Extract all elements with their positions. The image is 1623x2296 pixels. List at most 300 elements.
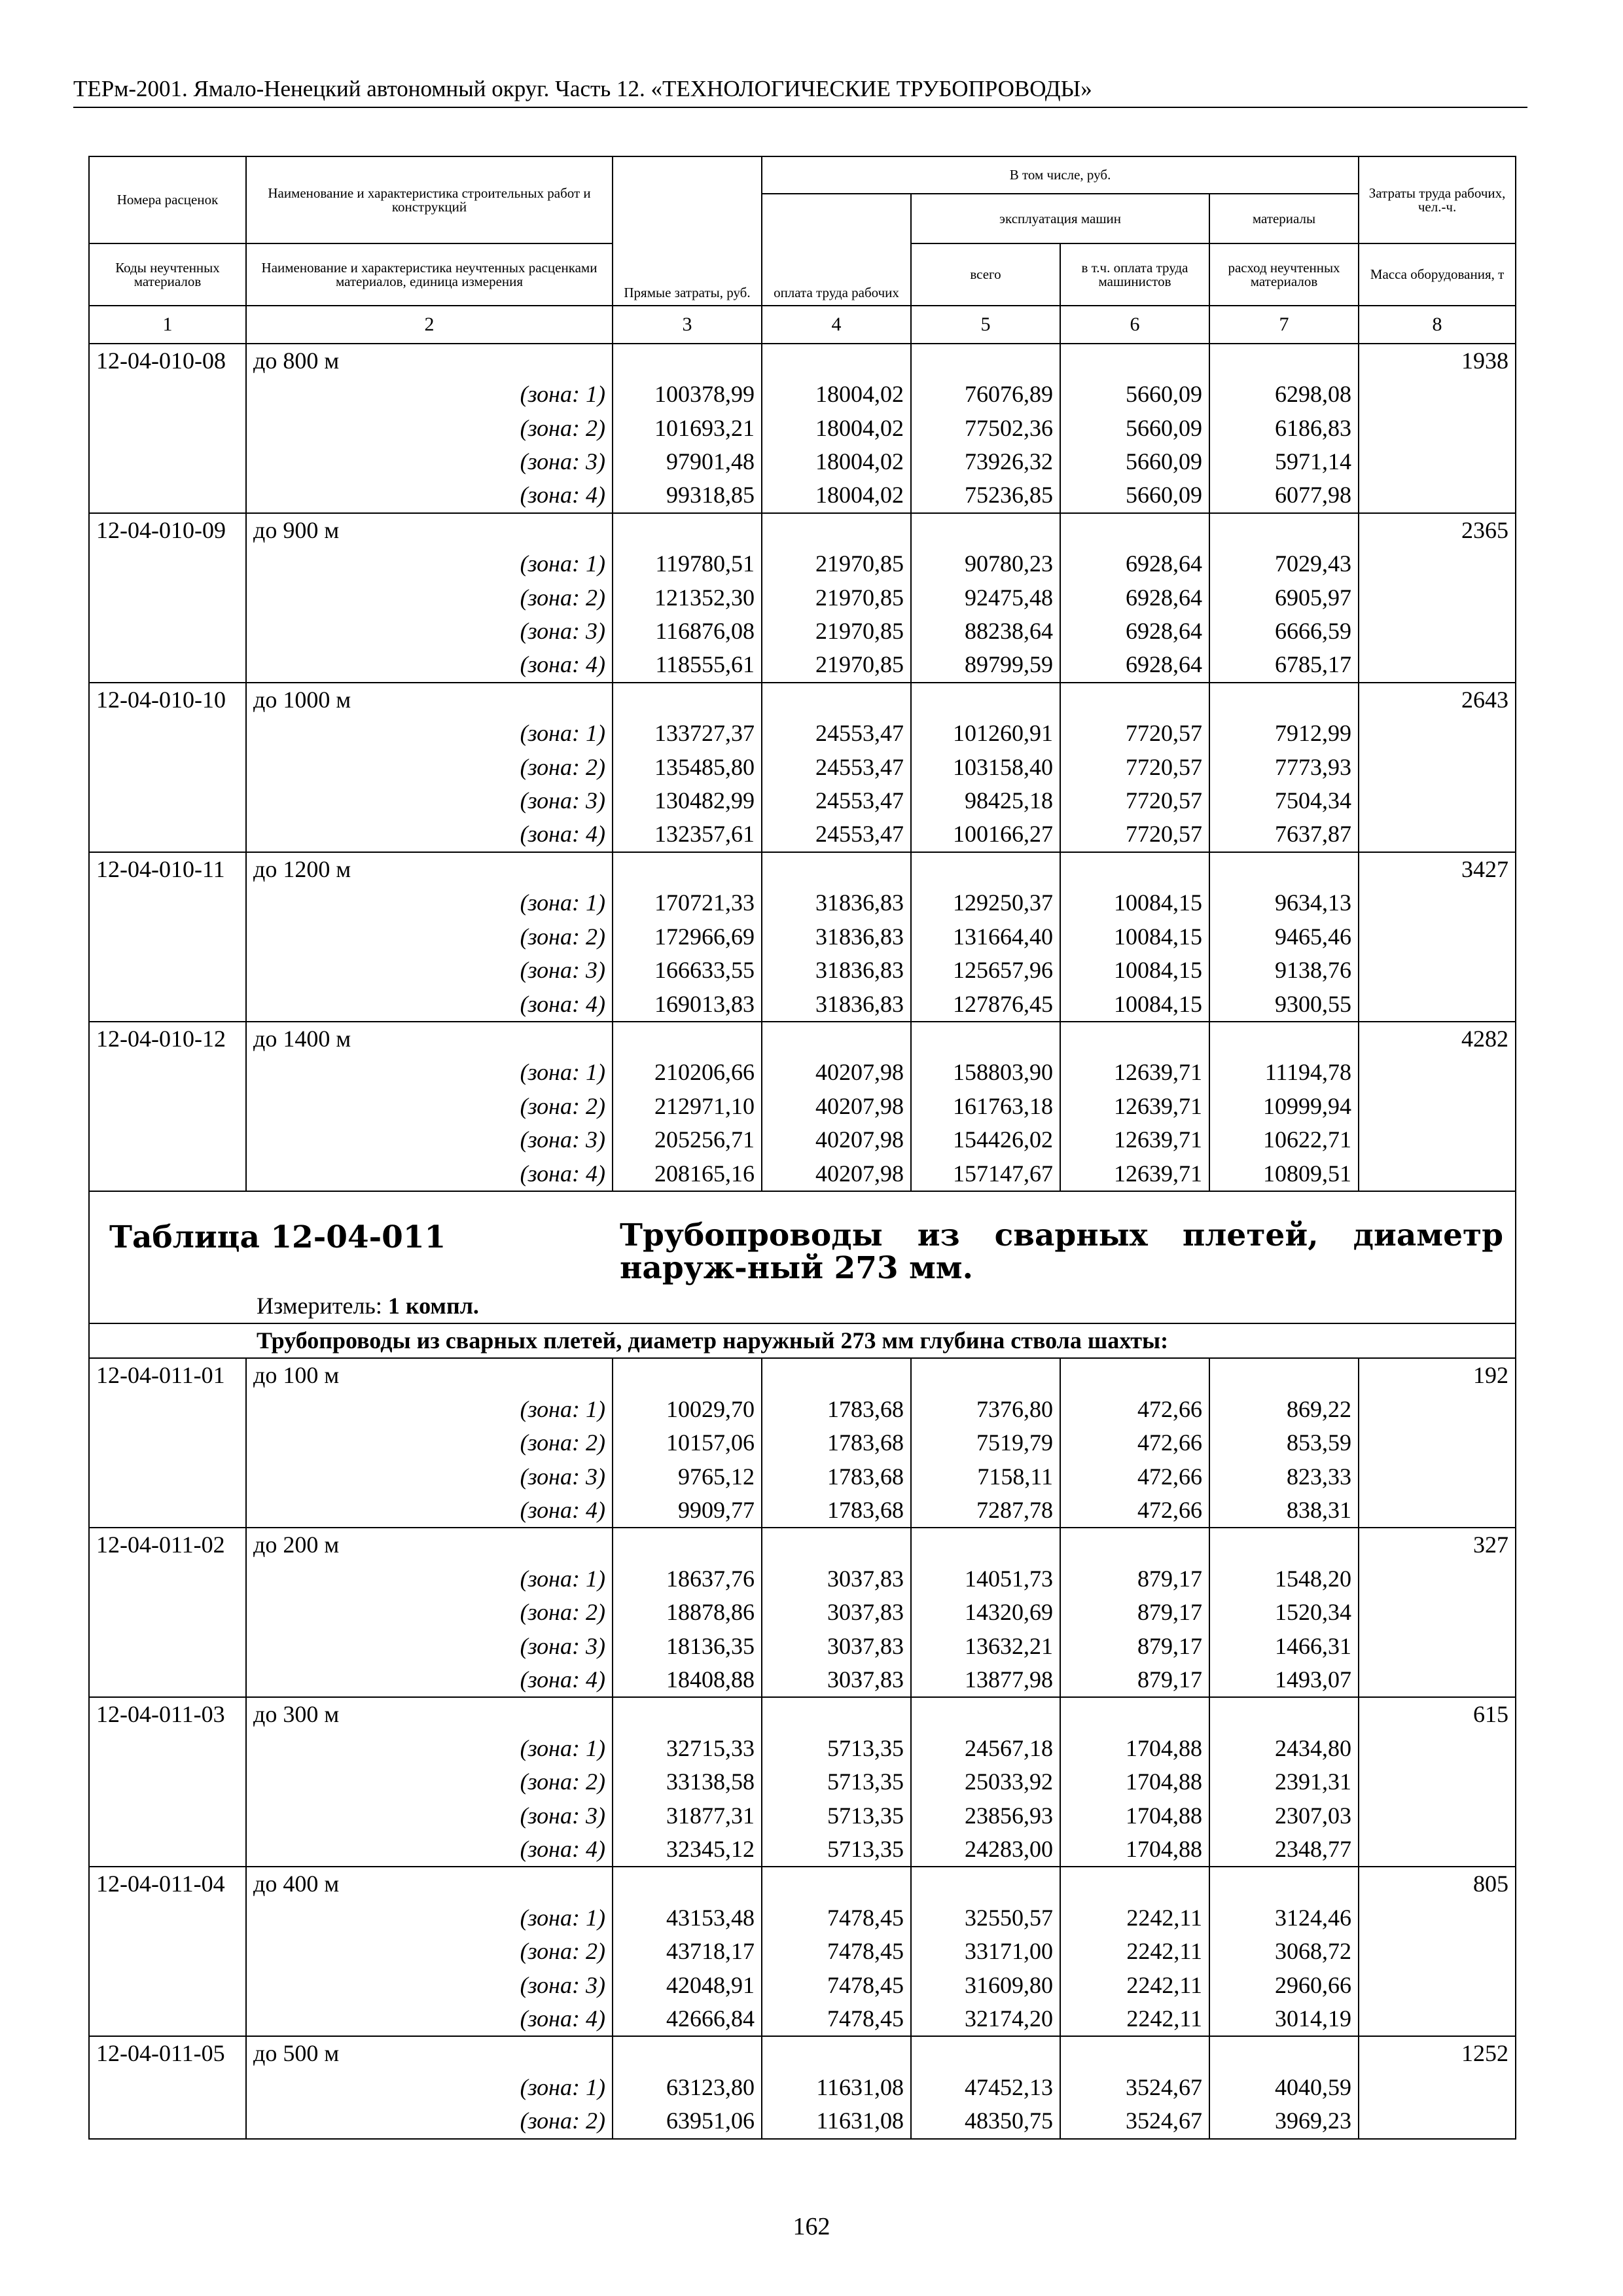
machines-total: 47452,13 [911, 2071, 1060, 2104]
rate-row [89, 1022, 1516, 1056]
col-number: 1 [89, 306, 246, 343]
empty-cell [1209, 2036, 1359, 2070]
zone-row [89, 1765, 1516, 1799]
rate-code: 12-04-010-09 [89, 513, 246, 547]
empty-cell [1359, 1935, 1516, 1968]
empty-cell [89, 1426, 246, 1460]
machines-total: 7519,79 [911, 1426, 1060, 1460]
empty-cell [1359, 615, 1516, 648]
zone-label: (зона: 1) [246, 547, 613, 581]
rate-name: до 900 м [246, 513, 613, 547]
machinist-pay: 6928,64 [1060, 615, 1209, 648]
empty-cell [1060, 1867, 1209, 1901]
direct-cost: 208165,16 [613, 1157, 762, 1191]
materials-cost: 7912,99 [1209, 717, 1359, 750]
labor-pay: 5713,35 [762, 1799, 911, 1833]
zone-label: (зона: 4) [246, 1833, 613, 1867]
materials-cost: 823,33 [1209, 1460, 1359, 1494]
zone-label: (зона: 4) [246, 648, 613, 682]
labor-cost: 192 [1359, 1358, 1516, 1392]
materials-cost: 2391,31 [1209, 1765, 1359, 1799]
zone-label: (зона: 1) [246, 1393, 613, 1426]
direct-cost: 42048,91 [613, 1969, 762, 2002]
empty-cell [1209, 513, 1359, 547]
direct-cost: 63123,80 [613, 2071, 762, 2104]
direct-cost: 212971,10 [613, 1090, 762, 1123]
labor-pay: 40207,98 [762, 1123, 911, 1157]
empty-cell [1359, 1630, 1516, 1663]
empty-cell [1359, 1901, 1516, 1935]
materials-cost: 7773,93 [1209, 751, 1359, 784]
empty-cell [1060, 344, 1209, 378]
labor-pay: 7478,45 [762, 1935, 911, 1968]
machinist-pay: 1704,88 [1060, 1732, 1209, 1765]
empty-cell [89, 1765, 246, 1799]
table-title: Трубопроводы из сварных плетей, диаметр наруж-ный 273 мм. [620, 1217, 1503, 1286]
rate-code: 12-04-011-04 [89, 1867, 246, 1901]
empty-cell [1060, 1358, 1209, 1392]
materials-cost: 7504,34 [1209, 784, 1359, 817]
empty-cell [762, 1358, 911, 1392]
zone-row [89, 1123, 1516, 1157]
machinist-pay: 879,17 [1060, 1630, 1209, 1663]
col-number: 2 [246, 306, 613, 343]
zone-label: (зона: 4) [246, 1494, 613, 1528]
rate-name: до 300 м [246, 1697, 613, 1731]
machinist-pay: 12639,71 [1060, 1123, 1209, 1157]
empty-cell [613, 513, 762, 547]
labor-pay: 24553,47 [762, 817, 911, 852]
empty-cell [89, 920, 246, 954]
empty-cell [1359, 1969, 1516, 2002]
zone-row [89, 547, 1516, 581]
empty-cell [911, 1867, 1060, 1901]
labor-pay: 40207,98 [762, 1157, 911, 1191]
zone-row [89, 615, 1516, 648]
empty-cell [911, 1697, 1060, 1731]
empty-cell [1209, 1528, 1359, 1562]
empty-cell [1060, 1697, 1209, 1731]
labor-pay: 1783,68 [762, 1393, 911, 1426]
empty-cell [89, 445, 246, 478]
empty-cell [1359, 1157, 1516, 1191]
machinist-pay: 10084,15 [1060, 920, 1209, 954]
machinist-pay: 12639,71 [1060, 1157, 1209, 1191]
direct-cost: 101693,21 [613, 412, 762, 445]
labor-pay: 5713,35 [762, 1833, 911, 1867]
empty-cell [911, 2036, 1060, 2070]
direct-cost: 172966,69 [613, 920, 762, 954]
rate-row [89, 513, 1516, 547]
empty-cell [1209, 683, 1359, 717]
labor-pay: 31836,83 [762, 954, 911, 987]
machines-total: 24567,18 [911, 1732, 1060, 1765]
direct-cost: 18136,35 [613, 1630, 762, 1663]
rate-row [89, 1528, 1516, 1562]
labor-pay: 18004,02 [762, 445, 911, 478]
machinist-pay: 12639,71 [1060, 1090, 1209, 1123]
running-header: ТЕРм-2001. Ямало-Ненецкий автономный округ. Часть 12. «ТЕХНОЛОГИЧЕСКИЕ ТРУБОПРОВОДЫ» [73, 76, 1092, 101]
machinist-pay: 10084,15 [1060, 988, 1209, 1022]
machinist-pay: 879,17 [1060, 1663, 1209, 1697]
empty-cell [1209, 852, 1359, 886]
empty-cell [911, 513, 1060, 547]
empty-cell [89, 1630, 246, 1663]
empty-cell [89, 1935, 246, 1968]
zone-label: (зона: 2) [246, 1090, 613, 1123]
machinist-pay: 5660,09 [1060, 412, 1209, 445]
empty-cell [89, 2071, 246, 2104]
zone-row [89, 1799, 1516, 1833]
materials-cost: 11194,78 [1209, 1056, 1359, 1089]
empty-cell [1359, 412, 1516, 445]
header-rule [73, 107, 1527, 108]
rate-code: 12-04-010-12 [89, 1022, 246, 1056]
labor-pay: 31836,83 [762, 988, 911, 1022]
empty-cell [1359, 445, 1516, 478]
machines-total: 92475,48 [911, 581, 1060, 615]
empty-cell [89, 1901, 246, 1935]
empty-cell [89, 2002, 246, 2036]
machines-total: 73926,32 [911, 445, 1060, 478]
machinist-pay: 12639,71 [1060, 1056, 1209, 1089]
empty-cell [911, 1358, 1060, 1392]
rate-row [89, 683, 1516, 717]
zone-label: (зона: 4) [246, 988, 613, 1022]
zone-label: (зона: 3) [246, 1630, 613, 1663]
machinist-pay: 2242,11 [1060, 1935, 1209, 1968]
direct-cost: 43718,17 [613, 1935, 762, 1968]
labor-pay: 40207,98 [762, 1056, 911, 1089]
direct-cost: 135485,80 [613, 751, 762, 784]
machinist-pay: 879,17 [1060, 1562, 1209, 1596]
materials-cost: 6666,59 [1209, 615, 1359, 648]
rate-name: до 500 м [246, 2036, 613, 2070]
zone-row [89, 1056, 1516, 1089]
col-labor-pay-header: оплата труда рабочих [762, 194, 911, 306]
materials-cost: 2434,80 [1209, 1732, 1359, 1765]
zone-row [89, 1562, 1516, 1596]
direct-cost: 130482,99 [613, 784, 762, 817]
measure-label: Измеритель: [257, 1292, 382, 1319]
empty-cell [1359, 751, 1516, 784]
labor-pay: 3037,83 [762, 1663, 911, 1697]
machines-total: 158803,90 [911, 1056, 1060, 1089]
direct-cost: 63951,06 [613, 2104, 762, 2138]
empty-cell [911, 683, 1060, 717]
empty-cell [1060, 852, 1209, 886]
empty-cell [1359, 1056, 1516, 1089]
empty-cell [1359, 717, 1516, 750]
direct-cost: 170721,33 [613, 886, 762, 920]
zone-label: (зона: 1) [246, 1732, 613, 1765]
machinist-pay: 1704,88 [1060, 1833, 1209, 1867]
zone-label: (зона: 2) [246, 1765, 613, 1799]
empty-cell [613, 1022, 762, 1056]
rate-name: до 1200 м [246, 852, 613, 886]
materials-cost: 2307,03 [1209, 1799, 1359, 1833]
empty-cell [89, 1663, 246, 1697]
machinist-pay: 472,66 [1060, 1460, 1209, 1494]
measure-unit [257, 1290, 479, 1321]
empty-cell [613, 1867, 762, 1901]
labor-pay: 21970,85 [762, 581, 911, 615]
machines-total: 76076,89 [911, 378, 1060, 411]
empty-cell [1359, 1833, 1516, 1867]
empty-cell [762, 1528, 911, 1562]
labor-pay: 31836,83 [762, 920, 911, 954]
zone-row [89, 988, 1516, 1022]
machinist-pay: 10084,15 [1060, 886, 1209, 920]
labor-pay: 21970,85 [762, 547, 911, 581]
zone-label: (зона: 2) [246, 751, 613, 784]
rate-code: 12-04-011-03 [89, 1697, 246, 1731]
materials-cost: 3969,23 [1209, 2104, 1359, 2138]
col-number: 6 [1060, 306, 1209, 343]
zone-row [89, 784, 1516, 817]
materials-cost: 3014,19 [1209, 2002, 1359, 2036]
zone-row [89, 954, 1516, 987]
col-name-header-2: Наименование и характеристика неучтенных расценками материалов, единица измерения [246, 243, 613, 306]
empty-cell [1359, 988, 1516, 1022]
empty-cell [1359, 1732, 1516, 1765]
direct-cost: 169013,83 [613, 988, 762, 1022]
machinist-pay: 1704,88 [1060, 1765, 1209, 1799]
machines-total: 89799,59 [911, 648, 1060, 682]
zone-row [89, 1157, 1516, 1191]
labor-pay: 1783,68 [762, 1426, 911, 1460]
zone-row [89, 445, 1516, 478]
col-direct-header: Прямые затраты, руб. [613, 156, 762, 306]
labor-cost: 615 [1359, 1697, 1516, 1731]
zone-row [89, 648, 1516, 682]
labor-pay: 3037,83 [762, 1562, 911, 1596]
direct-cost: 33138,58 [613, 1765, 762, 1799]
empty-cell [89, 648, 246, 682]
machines-total: 14320,69 [911, 1596, 1060, 1629]
empty-cell [1359, 1090, 1516, 1123]
machines-total: 13877,98 [911, 1663, 1060, 1697]
direct-cost: 132357,61 [613, 817, 762, 852]
labor-pay: 24553,47 [762, 784, 911, 817]
materials-cost: 6905,97 [1209, 581, 1359, 615]
empty-cell [762, 852, 911, 886]
labor-pay: 21970,85 [762, 648, 911, 682]
machines-total: 154426,02 [911, 1123, 1060, 1157]
materials-cost: 869,22 [1209, 1393, 1359, 1426]
direct-cost: 119780,51 [613, 547, 762, 581]
machines-total: 77502,36 [911, 412, 1060, 445]
table-head [89, 156, 1516, 344]
rate-name: до 1400 м [246, 1022, 613, 1056]
direct-cost: 166633,55 [613, 954, 762, 987]
rate-name: до 800 м [246, 344, 613, 378]
zone-label: (зона: 1) [246, 1056, 613, 1089]
labor-pay: 3037,83 [762, 1596, 911, 1629]
rate-code: 12-04-010-11 [89, 852, 246, 886]
empty-cell [89, 1494, 246, 1528]
zone-label: (зона: 4) [246, 817, 613, 852]
direct-cost: 18408,88 [613, 1663, 762, 1697]
empty-cell [89, 954, 246, 987]
labor-cost: 2365 [1359, 513, 1516, 547]
col-name-header: Наименование и характеристика строительных работ и конструкций [246, 156, 613, 243]
direct-cost: 10157,06 [613, 1426, 762, 1460]
empty-cell [89, 478, 246, 512]
direct-cost: 9909,77 [613, 1494, 762, 1528]
machines-total: 25033,92 [911, 1765, 1060, 1799]
labor-pay: 11631,08 [762, 2071, 911, 2104]
direct-cost: 42666,84 [613, 2002, 762, 2036]
machines-total: 48350,75 [911, 2104, 1060, 2138]
zone-label: (зона: 2) [246, 581, 613, 615]
empty-cell [1359, 784, 1516, 817]
direct-cost: 99318,85 [613, 478, 762, 512]
machines-total: 127876,45 [911, 988, 1060, 1022]
labor-cost: 805 [1359, 1867, 1516, 1901]
empty-cell [911, 852, 1060, 886]
direct-cost: 10029,70 [613, 1393, 762, 1426]
machinist-pay: 2242,11 [1060, 1901, 1209, 1935]
machinist-pay: 5660,09 [1060, 478, 1209, 512]
zone-row [89, 751, 1516, 784]
zone-row [89, 1426, 1516, 1460]
empty-cell [89, 412, 246, 445]
empty-cell [1359, 1765, 1516, 1799]
labor-pay: 3037,83 [762, 1630, 911, 1663]
materials-cost: 9465,46 [1209, 920, 1359, 954]
labor-pay: 5713,35 [762, 1765, 911, 1799]
direct-cost: 9765,12 [613, 1460, 762, 1494]
zone-label: (зона: 3) [246, 954, 613, 987]
zone-label: (зона: 2) [246, 1596, 613, 1629]
rate-code: 12-04-011-05 [89, 2036, 246, 2070]
rate-name: до 200 м [246, 1528, 613, 1562]
materials-header: материалы [1209, 194, 1359, 243]
materials-cost: 9634,13 [1209, 886, 1359, 920]
machines-total: 131664,40 [911, 920, 1060, 954]
zone-label: (зона: 2) [246, 2104, 613, 2138]
empty-cell [1359, 547, 1516, 581]
materials-cost: 2348,77 [1209, 1833, 1359, 1867]
zone-label: (зона: 4) [246, 1663, 613, 1697]
incl-header: В том числе, руб. [762, 156, 1359, 194]
rate-row [89, 852, 1516, 886]
zone-row [89, 2002, 1516, 2036]
labor-cost: 327 [1359, 1528, 1516, 1562]
direct-cost: 97901,48 [613, 445, 762, 478]
zone-label: (зона: 3) [246, 1460, 613, 1494]
empty-cell [89, 751, 246, 784]
empty-cell [89, 1732, 246, 1765]
direct-cost: 205256,71 [613, 1123, 762, 1157]
zone-row [89, 1460, 1516, 1494]
zone-label: (зона: 4) [246, 1157, 613, 1191]
machines-total: 13632,21 [911, 1630, 1060, 1663]
machinist-pay: 6928,64 [1060, 581, 1209, 615]
machines-total: 7376,80 [911, 1393, 1060, 1426]
rate-row [89, 1697, 1516, 1731]
machines-total: 75236,85 [911, 478, 1060, 512]
machines-total: 100166,27 [911, 817, 1060, 852]
direct-cost: 121352,30 [613, 581, 762, 615]
zone-row [89, 1090, 1516, 1123]
machines-total: 7158,11 [911, 1460, 1060, 1494]
zone-label: (зона: 4) [246, 2002, 613, 2036]
machines-total: 7287,78 [911, 1494, 1060, 1528]
materials-cost: 9138,76 [1209, 954, 1359, 987]
rate-code: 12-04-010-10 [89, 683, 246, 717]
empty-cell [1359, 478, 1516, 512]
empty-cell [1060, 2036, 1209, 2070]
empty-cell [1209, 1022, 1359, 1056]
empty-cell [89, 547, 246, 581]
empty-cell [762, 683, 911, 717]
rate-row [89, 1867, 1516, 1901]
direct-cost: 118555,61 [613, 648, 762, 682]
empty-cell [1359, 1562, 1516, 1596]
zone-label: (зона: 2) [246, 920, 613, 954]
direct-cost: 18637,76 [613, 1562, 762, 1596]
materials-cost: 853,59 [1209, 1426, 1359, 1460]
empty-cell [89, 1799, 246, 1833]
machinist-pay: 2242,11 [1060, 1969, 1209, 2002]
empty-cell [1060, 1528, 1209, 1562]
section1-body [89, 344, 1516, 1191]
empty-cell [89, 2104, 246, 2138]
empty-cell [613, 1358, 762, 1392]
empty-cell [762, 1022, 911, 1056]
empty-cell [1359, 1426, 1516, 1460]
empty-cell [762, 344, 911, 378]
labor-pay: 7478,45 [762, 1901, 911, 1935]
zone-row [89, 886, 1516, 920]
empty-cell [1209, 1867, 1359, 1901]
materials-cost: 6298,08 [1209, 378, 1359, 411]
zone-row [89, 1732, 1516, 1765]
materials-cost: 9300,55 [1209, 988, 1359, 1022]
machines-total: 90780,23 [911, 547, 1060, 581]
empty-cell [762, 1697, 911, 1731]
machinist-pay: 3524,67 [1060, 2104, 1209, 2138]
empty-cell [89, 1562, 246, 1596]
labor-pay: 18004,02 [762, 412, 911, 445]
zone-row [89, 1494, 1516, 1528]
labor-cost: 1938 [1359, 344, 1516, 378]
col-machines-pay-header: в т.ч. оплата труда машинистов [1060, 243, 1209, 306]
zone-row [89, 2071, 1516, 2104]
machinist-pay: 472,66 [1060, 1426, 1209, 1460]
machinist-pay: 1704,88 [1060, 1799, 1209, 1833]
direct-cost: 116876,08 [613, 615, 762, 648]
materials-cost: 6186,83 [1209, 412, 1359, 445]
machines-total: 103158,40 [911, 751, 1060, 784]
table-number: Таблица 12-04-011 [109, 1219, 446, 1255]
empty-cell [89, 886, 246, 920]
rate-row [89, 2036, 1516, 2070]
labor-cost: 2643 [1359, 683, 1516, 717]
machinist-pay: 6928,64 [1060, 648, 1209, 682]
col-code-header: Номера расценок [89, 156, 246, 243]
empty-cell [1359, 954, 1516, 987]
rate-row [89, 344, 1516, 378]
direct-cost: 18878,86 [613, 1596, 762, 1629]
labor-pay: 21970,85 [762, 615, 911, 648]
zone-label: (зона: 1) [246, 1901, 613, 1935]
empty-cell [89, 1090, 246, 1123]
empty-cell [1209, 1697, 1359, 1731]
rate-code: 12-04-010-08 [89, 344, 246, 378]
